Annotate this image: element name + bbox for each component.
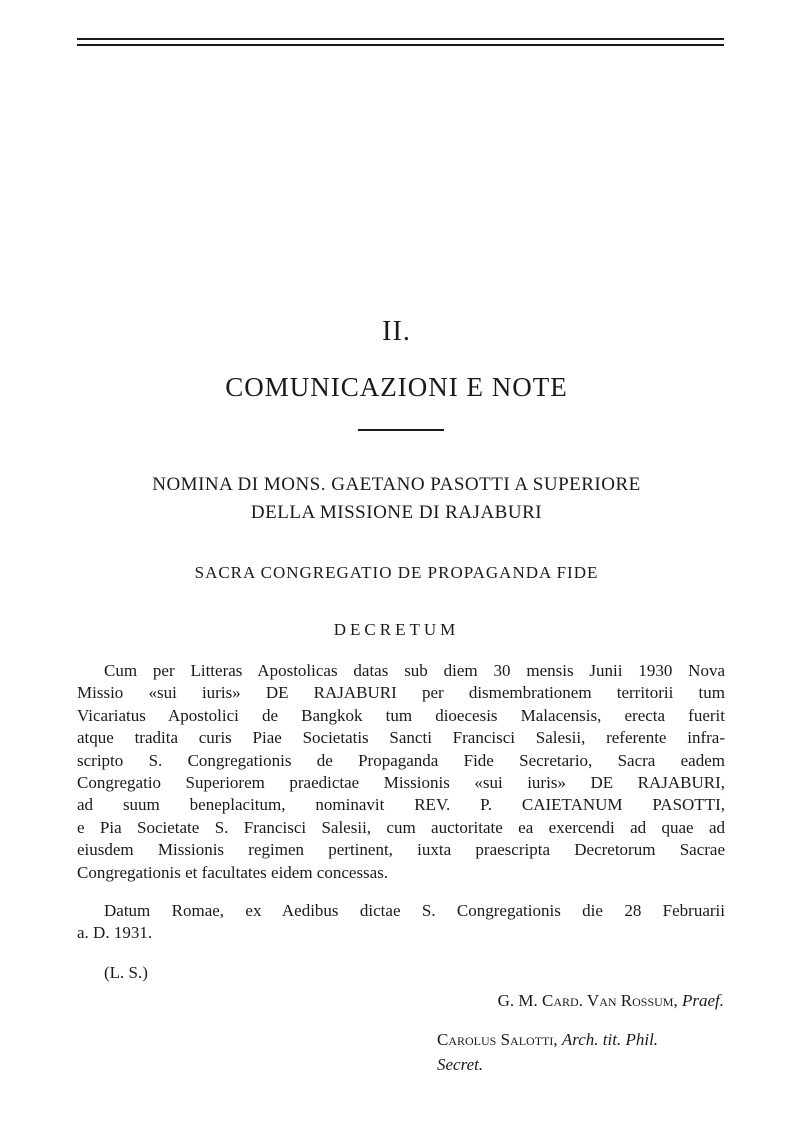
top-double-rule-lower bbox=[77, 44, 724, 46]
body-line: eiusdem Missionis regimen pertinent, iuxta praescripta Decretorum Sacrae bbox=[77, 840, 725, 860]
signature-secretary bbox=[437, 1030, 658, 1050]
date-paragraph bbox=[77, 900, 725, 945]
signature-secretary-name: Carolus Salotti, bbox=[437, 1030, 558, 1049]
congregation-name: SACRA CONGREGATIO DE PROPAGANDA FIDE bbox=[194, 563, 599, 582]
top-double-rule-upper bbox=[77, 38, 724, 40]
body-line: e Pia Societate S. Francisci Salesii, cum auctoritate ea exercendi ad quae ad bbox=[77, 817, 725, 837]
body-line: Vicariatus Apostolici de Bangkok tum dioecesis Malacensis, erecta fuerit bbox=[77, 705, 725, 725]
section-title: COMUNICAZIONI E NOTE bbox=[225, 372, 568, 402]
body-line: scripto S. Congregationis de Propaganda Fide Secretario, Sacra eadem bbox=[77, 750, 725, 770]
article-heading-line-1: NOMINA DI MONS. GAETANO PASOTTI A SUPERIORE bbox=[152, 474, 641, 495]
section-number: II. bbox=[382, 316, 411, 347]
date-line: Datum Romae, ex Aedibus dictae S. Congregationis die 28 Februarii bbox=[104, 901, 725, 920]
body-line: Cum per Litteras Apostolicas datas sub diem 30 mensis Junii 1930 Nova bbox=[104, 661, 725, 680]
title-divider bbox=[358, 429, 444, 431]
article-heading-line-2: DELLA MISSIONE DI RAJABURI bbox=[250, 502, 543, 523]
body-line: Congregatio Superiorem praedictae Missionis «sui iuris» DE RAJABURI, bbox=[77, 772, 725, 792]
body-line: atque tradita curis Piae Societatis Sancti Francisci Salesii, referente infra- bbox=[77, 728, 725, 748]
decree-title: DECRETUM bbox=[333, 620, 460, 639]
signature-prefect-title: Praef. bbox=[681, 991, 724, 1010]
decree-body bbox=[77, 660, 725, 884]
date-line: a. D. 1931. bbox=[77, 923, 153, 943]
seal-mark: (L. S.) bbox=[104, 963, 148, 982]
body-line: ad suum beneplacitum, nominavit REV. P. CAIETANUM PASOTTI, bbox=[77, 795, 725, 815]
signature-secretary-title: Arch. tit. Phil. bbox=[561, 1030, 659, 1049]
body-line: Congregationis et facultates eidem concessas. bbox=[77, 862, 389, 882]
signature-secretary-role: Secret. bbox=[437, 1055, 484, 1074]
body-line: Missio «sui iuris» DE RAJABURI per dismembrationem territorii tum bbox=[77, 683, 725, 703]
signature-prefect bbox=[0, 991, 724, 1011]
signature-prefect-name: G. M. Card. Van Rossum, bbox=[497, 991, 678, 1010]
